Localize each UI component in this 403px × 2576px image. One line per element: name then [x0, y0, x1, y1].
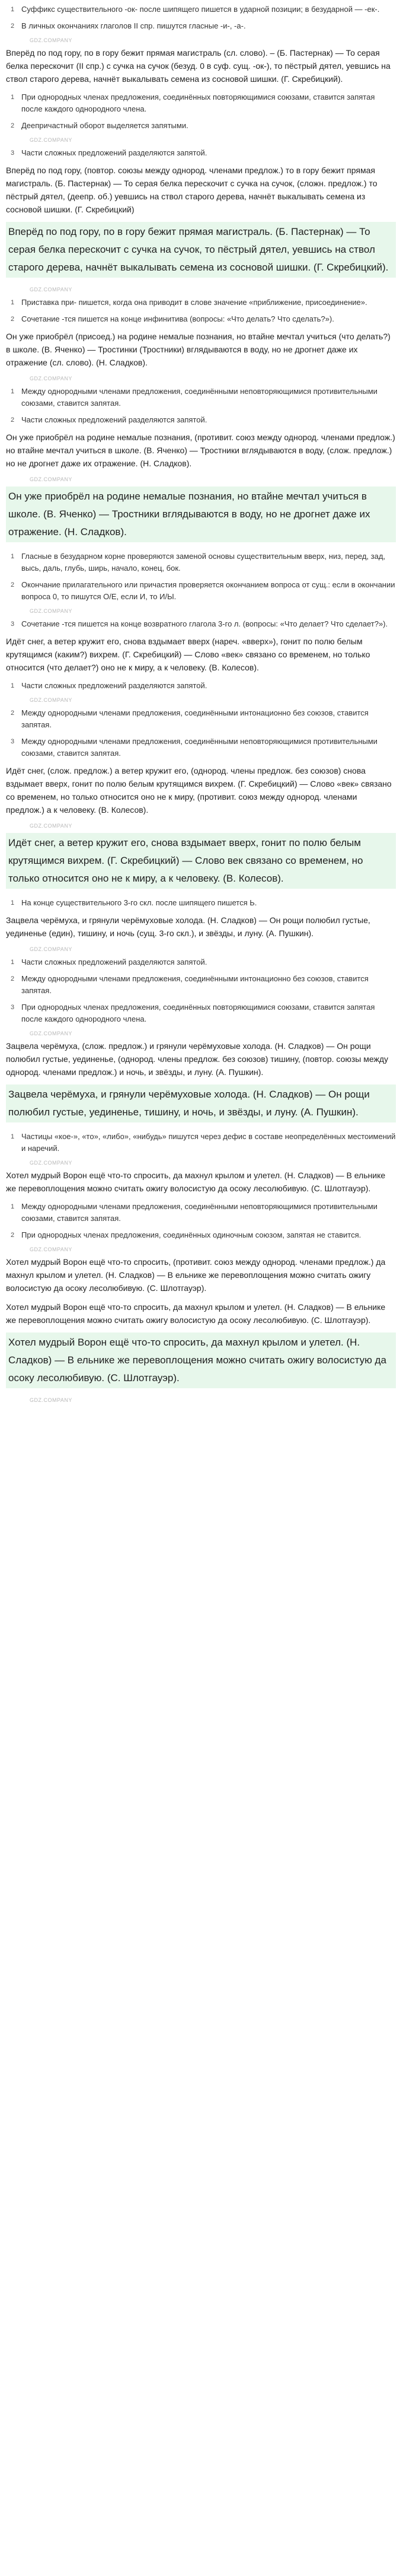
rule-number: 2 [11, 416, 15, 424]
rule-text: Между однородными членами предложения, соединёнными неповторяющимися противительными союзами, ставится запятая. [21, 387, 378, 408]
rule-text: Между однородными членами предложения, соединёнными интонационно без союзов, ставится запятая. [21, 708, 369, 729]
rule-number: 1 [11, 959, 15, 966]
watermark: GDZ.COMPANY [30, 1397, 72, 1403]
rule-text: На конце существительного 3-го скл. после шипящего пишется Ь. [21, 898, 257, 907]
rule-note [6, 973, 396, 997]
rule-number: 1 [11, 682, 15, 689]
analysis-paragraph: Он уже приобрёл на родине немалые познания, (противит. союз между однород. членами предлож.) но втайне мечтал учиться в школе. (В. Яченко) — Тростники вглядываются в воду, (слож. предлож.) но не дрогнет даже их отражение. (Н. Сладков). [6, 432, 395, 468]
rule-text: При однородных членах предложения, соединённых повторяющимися союзами, ставится запятая после каждого однородного члена. [21, 93, 375, 113]
watermark: GDZ.COMPANY [30, 1246, 72, 1252]
rule-number: 1 [11, 6, 15, 13]
watermark: GDZ.COMPANY [30, 1031, 72, 1036]
rule-text: В личных окончаниях глаголов II спр. пишутся гласные -и-, -а-. [21, 21, 246, 30]
watermark: GDZ.COMPANY [30, 376, 72, 381]
rule-note [6, 120, 396, 132]
rule-note [6, 579, 396, 603]
analysis-paragraph: Идёт снег, (слож. предлож.) а ветер кружит его, (однород. члены предлож. без союзов) снова вздымает вверх, гонит по полю белым крутящимся вихрем. (Г. Скребицкий) — Слово «век» связано со временем, но только относится оно не к миру, (противит. союз между однород. членами предлож.) а к человеку. (В. Колесов). [6, 766, 392, 815]
analysis-paragraph: Хотел мудрый Ворон ещё что-то спросить, да махнул крылом и улетел. (Н. Сладков) — В ельнике же перевоплощения можно считать ожигу волосистую да осоку лесолюбивую. (С. Шлотгауэр). [6, 1302, 386, 1325]
rule-note [6, 20, 396, 32]
rule-note [6, 618, 396, 630]
rule-text: Части сложных предложений разделяются запятой. [21, 681, 207, 690]
rule-note [6, 1001, 396, 1025]
rule-number: 1 [11, 299, 15, 306]
rule-note [6, 386, 396, 409]
rule-number: 1 [11, 1203, 15, 1210]
watermark: GDZ.COMPANY [30, 946, 72, 952]
rule-number: 3 [11, 150, 15, 157]
rule-note [6, 680, 396, 692]
rule-text: Сочетание -тся пишется на конце инфинитива (вопросы: «Что делать? Что сделать?»). [21, 314, 334, 323]
rule-text: При однородных членах предложения, соединённых повторяющимися союзами, ставится запятая после каждого однородного члена. [21, 1003, 375, 1023]
watermark: GDZ.COMPANY [30, 608, 72, 614]
rule-text: Между однородными членами предложения, соединёнными интонационно без союзов, ставится запятая. [21, 974, 369, 995]
rule-text: Между однородными членами предложения, соединёнными неповторяющимися противительными союзами, ставится запятая. [21, 1202, 378, 1223]
watermark: GDZ.COMPANY [30, 823, 72, 829]
rule-text: Приставка при- пишется, когда она приводит в слове значение «приближение, присоединение». [21, 298, 367, 307]
rule-note [6, 1131, 396, 1155]
rule-number: 1 [11, 899, 15, 907]
rule-text: Суффикс существительного -ок- после шипящего пишется в ударной позиции; в безударной — -ек-. [21, 5, 380, 14]
analysis-paragraph: Вперёд по под гору, по в гору бежит прямая магистраль (сл. слово). – (Б. Пастернак) — То серая белка перескочит (II спр.) с сучка на сучок (безуд. 0 в суф. сущ. -ок-), то пёстрый дятел, уевшись на ствол старого дерева, начнёт выкалывать семена из сосновой шишки. (Г. Скребицкий). [6, 48, 391, 84]
final-answer-paragraph: Зацвела черёмуха, и грянули черёмуховые холода. (Н. Сладков) — Он рощи полюбил густые, уединенье, тишину, и ночь, и звёзды, и луну. (А. Пушкин). [6, 1085, 396, 1122]
rule-number: 3 [11, 621, 15, 628]
rule-number: 2 [11, 23, 15, 30]
rule-text: Между однородными членами предложения, соединёнными неповторяющимися противительными союзами, ставится запятая. [21, 737, 378, 758]
final-answer-paragraph: Хотел мудрый Ворон ещё что-то спросить, да махнул крылом и улетел. (Н. Сладков) — В ельнике же перевоплощения можно считать ожигу волосистую да осоку лесолюбивую. (С. Шлотгауэр). [6, 1332, 396, 1388]
rule-number: 2 [11, 122, 15, 129]
analysis-paragraph: Он уже приобрёл (присоед.) на родине немалые познания, но втайне мечтал учиться (что делать?) в школе. (В. Яченко) — Тростинки (Тростники) вглядываются в воду, но не дрогнет даже их отражение (сл. слово). (Н. Сладков). [6, 332, 391, 367]
rule-text: Части сложных предложений разделяются запятой. [21, 148, 207, 157]
watermark: GDZ.COMPANY [30, 137, 72, 143]
rule-text: Сочетание -тся пишется на конце возвратного глагола 3-го л. (вопросы: «Что делает? Что сделает?»). [21, 619, 388, 628]
watermark: GDZ.COMPANY [30, 37, 72, 43]
rule-text: Части сложных предложений разделяются запятой. [21, 415, 207, 424]
watermark: GDZ.COMPANY [30, 697, 72, 703]
rule-number: 1 [11, 553, 15, 560]
rule-number: 1 [11, 388, 15, 395]
rule-note [6, 1201, 396, 1225]
rule-note [6, 147, 396, 159]
rule-note [6, 897, 396, 909]
final-answer-paragraph: Вперёд по под гору, по в гору бежит прямая магистраль. (Б. Пастернак) — То серая белка перескочит с сучка на сучок, то пёстрый дятел, уевшись на ствол старого дерева, начнёт выкалывать семена из сосновой шишки. (Г. Скребицкий). [6, 222, 396, 278]
rule-text: При однородных членах предложения, соединённых одиночным союзом, запятая не ставится. [21, 1230, 362, 1239]
analysis-paragraph: Идёт снег, а ветер кружит его, снова вздымает вверх (нареч. «вверх»), гонит по полю белым крутящимся (каким?) вихрем. (Г. Скребицкий) — Слово «век» связано со временем, но только относится (что делает?) оно не к миру, а к человеку. (В. Колесов). [6, 637, 370, 672]
rule-note [6, 707, 396, 731]
final-answer-paragraph: Он уже приобрёл на родине немалые познания, но втайне мечтал учиться в школе. (В. Яченко) — Тростники вглядываются в воду, но не дрогнет даже их отражение. (Н. Сладков). [6, 486, 396, 542]
rule-number: 3 [11, 738, 15, 745]
rule-text: Деепричастный оборот выделяется запятыми. [21, 121, 188, 130]
final-answer-paragraph: Идёт снег, а ветер кружит его, снова вздымает вверх, гонит по полю белым крутящимся вихрем. (Г. Скребицкий) — Слово век связано со временем, но только относится оно не к миру, а к человеку. (В. Колесов). [6, 833, 396, 889]
rule-note [6, 4, 396, 15]
analysis-paragraph: Зацвела черёмуха, (слож. предлож.) и грянули черёмуховые холода. (Н. Сладков) — Он рощи полюбил густые, уединенье, (однород. члены предлож. без союзов) тишину, (повтор. союзы между однород. членами предлож.) и ночь, и звёзды, и луну. (А. Пушкин). [6, 1041, 389, 1077]
analysis-paragraph: Хотел мудрый Ворон ещё что-то спросить, да махнул крылом и улетел. (Н. Сладков) — В ельнике же перевоплощения можно считать ожигу волосистую да осоку лесолюбивую. (С. Шлотгауэр). [6, 1171, 386, 1193]
rule-text: Окончание прилагательного или причастия проверяется окончанием вопроса от сущ.: если в окончании вопроса 0, то пишутся О/Е, если И, то И/Ы. [21, 580, 395, 601]
rule-note [6, 736, 396, 759]
watermark: GDZ.COMPANY [30, 1160, 72, 1166]
analysis-paragraph: Зацвела черёмуха, и грянули черёмуховые холода. (Н. Сладков) — Он рощи полюбил густые, уединенье (един), тишину, и ночь (сущ. 3-го скл.), и звёзды, и луну. (А. Пушкин). [6, 915, 370, 938]
rule-note [6, 414, 396, 426]
rule-note [6, 551, 396, 574]
watermark: GDZ.COMPANY [30, 287, 72, 292]
rule-number: 2 [11, 710, 15, 717]
rule-number: 1 [11, 1133, 15, 1140]
watermark: GDZ.COMPANY [30, 476, 72, 482]
rule-number: 2 [11, 1232, 15, 1239]
rule-text: Частицы «кое-», «то», «либо», «нибудь» пишутся через дефис в составе неопределённых местоимений и наречий. [21, 1132, 396, 1153]
rule-note [6, 297, 396, 309]
rule-text: Части сложных предложений разделяются запятой. [21, 958, 207, 966]
analysis-paragraph: Вперёд по под гору, (повтор. союзы между однород. членами предлож.) то в гору бежит прямая магистраль. (Б. Пастернак) — То серая белка перескочит с сучка на сучок, (сложн. предлож.) то пёстрый дятел, (деепр. об.) уевшись на ствол старого дерева, начнёт выкалывать семена из сосновой шишки. (Г. Скребицкий) [6, 166, 378, 214]
rule-note [6, 91, 396, 115]
rule-number: 2 [11, 581, 15, 589]
rule-note [6, 1229, 396, 1241]
rule-number: 3 [11, 1004, 15, 1011]
rule-note [6, 956, 396, 968]
rule-text: Гласные в безударном корне проверяются заменой основы существительным вверх, низ, перед, зад, высь, даль, глубь, ширь, начало, конец, бок. [21, 552, 386, 573]
rule-number: 2 [11, 316, 15, 323]
rule-number: 2 [11, 975, 15, 982]
analysis-paragraph: Хотел мудрый Ворон ещё что-то спросить, (противит. союз между однород. членами предлож.) да махнул крылом и улетел. (Н. Сладков) — В ельнике же перевоплощения можно считать ожигу волосистую да осоку лесолюбивую. (С. Шлотгауэр). [6, 1257, 386, 1293]
document [0, 4, 403, 1416]
rule-number: 1 [11, 94, 15, 101]
rule-note [6, 313, 396, 325]
